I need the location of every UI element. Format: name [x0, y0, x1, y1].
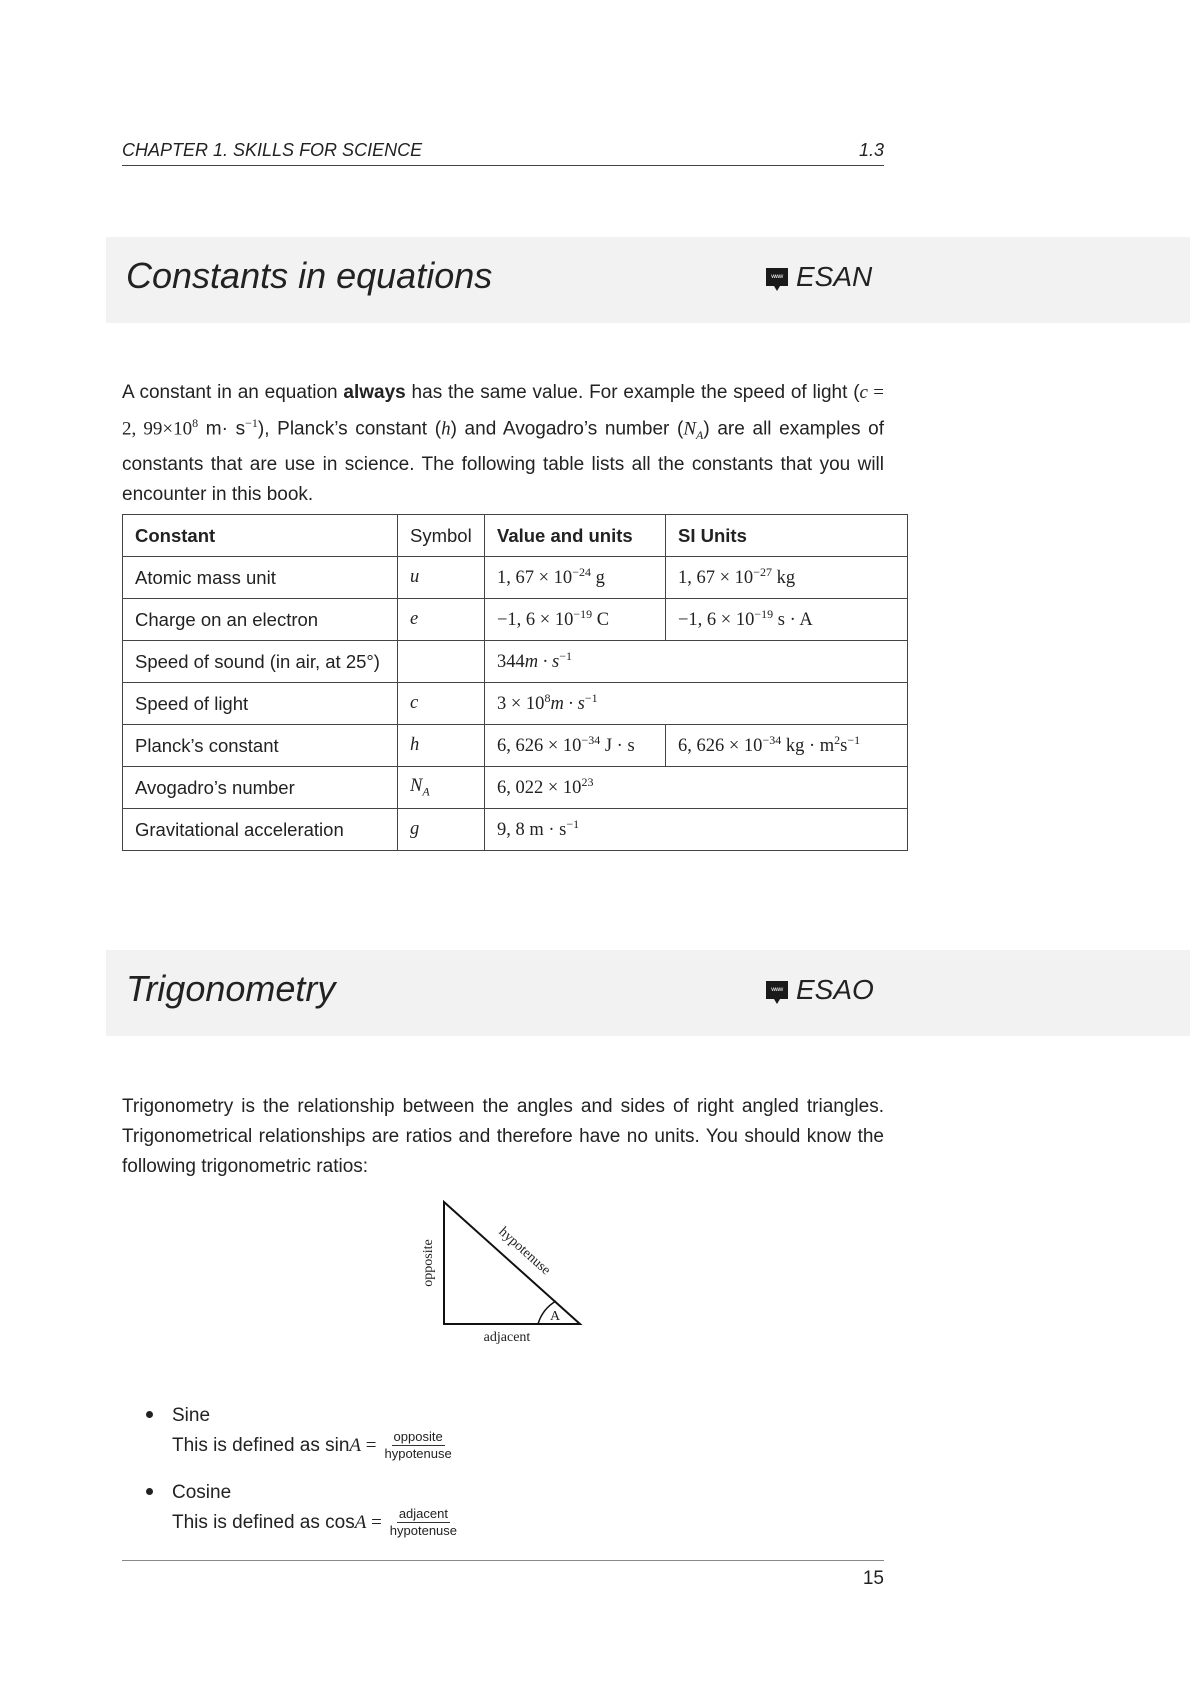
column-header: Symbol — [398, 515, 485, 557]
constant-symbol: u — [398, 557, 485, 599]
constants-section-header — [106, 237, 1190, 323]
table-header-row — [123, 515, 908, 557]
table-row — [123, 557, 908, 599]
www-icon: www — [766, 981, 788, 999]
table-row — [123, 599, 908, 641]
table-row — [123, 725, 908, 767]
trig-section-header — [106, 950, 1190, 1036]
trig-section-code[interactable] — [766, 974, 874, 1006]
angle-label: A — [549, 1309, 561, 1324]
right-triangle-diagram — [410, 1190, 600, 1350]
trig-section-title: Trigonometry — [126, 968, 336, 1009]
page-number: 15 — [862, 1568, 884, 1589]
bullet-icon — [146, 1411, 153, 1418]
ratio-definition: This is defined as sinA = $\frac{\text{opposite}}{\text{hypotenuse}}$ — [172, 1429, 452, 1461]
adjacent-label: adjacent — [483, 1330, 531, 1345]
constant-symbol: e — [398, 599, 485, 641]
constant-symbol — [398, 641, 485, 683]
table-row — [123, 767, 908, 809]
constant-name: Atomic mass unit — [123, 557, 398, 599]
www-icon: www — [766, 268, 788, 286]
trig-ratio-list — [146, 1402, 886, 1556]
hypotenuse-label: hypotenuse — [495, 1224, 554, 1279]
bullet-icon — [146, 1488, 153, 1495]
list-item — [146, 1479, 886, 1538]
table-row — [123, 683, 908, 725]
constant-symbol: $N_A$ — [398, 767, 485, 809]
column-header: SI Units — [666, 515, 908, 557]
constant-value: 6, $022 \times 10^{23}$ — [485, 767, 908, 809]
triangle-shape — [444, 1202, 580, 1324]
constant-name: Gravitational acceleration — [123, 809, 398, 851]
constants-table — [122, 514, 908, 851]
constants-paragraph: A constant in an equation always has the same value. For example the speed of light (c = 2, $99\times 10^8$ $m\cdot s^{-1}$), Planck’s constant (h) and Avogadro’s number $(N_A)$ are all examples of constants that are use in science. The following table lists all the constants that you will encounter in this book. — [122, 382, 885, 506]
constant-value: 6, $626 \times 10^{-34}$ J · s — [485, 725, 666, 767]
constant-value: 1, $67 \times 10^{-24}$ g — [485, 557, 666, 599]
constants-section-title: Constants in equations — [126, 255, 493, 296]
constant-name: Planck’s constant — [123, 725, 398, 767]
list-item — [146, 1402, 886, 1461]
constants-section-code[interactable] — [766, 261, 872, 293]
constant-si-units: −1, $6 \times 10^{-19}$ s · A — [666, 599, 908, 641]
constant-value: 9, 8 $m \cdot s^{-1}$ — [485, 809, 908, 851]
running-header — [122, 140, 884, 166]
section-number: 1.3 — [858, 140, 884, 160]
constant-symbol: g — [398, 809, 485, 851]
column-header: Constant — [123, 515, 398, 557]
ratio-name: Sine — [172, 1405, 211, 1426]
column-header: Value and units — [485, 515, 666, 557]
ratio-definition: This is defined as cosA = $\frac{\text{adjacent}}{\text{hypotenuse}}$ — [172, 1506, 458, 1538]
ratio-fraction: $\frac{\text{adjacent}}{\text{hypotenuse}}$ — [389, 1506, 458, 1538]
opposite-label: opposite — [421, 1239, 436, 1287]
table-row — [123, 809, 908, 851]
ratio-fraction: $\frac{\text{opposite}}{\text{hypotenuse}}$ — [384, 1429, 452, 1461]
constant-value: $3 \times 10^8m \cdot s^{-1}$ — [485, 683, 908, 725]
constant-name: Speed of light — [123, 683, 398, 725]
ratio-name: Cosine — [172, 1482, 232, 1503]
constant-value: $344m \cdot s^{-1}$ — [485, 641, 908, 683]
footer-rule — [122, 1560, 884, 1561]
section-code-label: ESAO — [796, 974, 874, 1005]
table-row — [123, 641, 908, 683]
constant-symbol: h — [398, 725, 485, 767]
constant-si-units: 1, $67 \times 10^{-27}$ kg — [666, 557, 908, 599]
constant-si-units: 6, $626 \times 10^{-34}$ kg · $m^2s^{-1}$ — [666, 725, 908, 767]
constant-value: −1, $6 \times 10^{-19}$ C — [485, 599, 666, 641]
trig-paragraph: Trigonometry is the relationship between the angles and sides of right angled triangles. Trigonometrical relationships are ratios and therefore have no units. You should know the following trigonometric ratios: — [122, 1096, 884, 1177]
chapter-title: CHAPTER 1. SKILLS FOR SCIENCE — [122, 140, 423, 160]
constant-name: Speed of sound (in air, at 25°) — [123, 641, 398, 683]
constant-name: Charge on an electron — [123, 599, 398, 641]
section-code-label: ESAN — [796, 261, 873, 292]
constant-name: Avogadro’s number — [123, 767, 398, 809]
constant-symbol: c — [398, 683, 485, 725]
